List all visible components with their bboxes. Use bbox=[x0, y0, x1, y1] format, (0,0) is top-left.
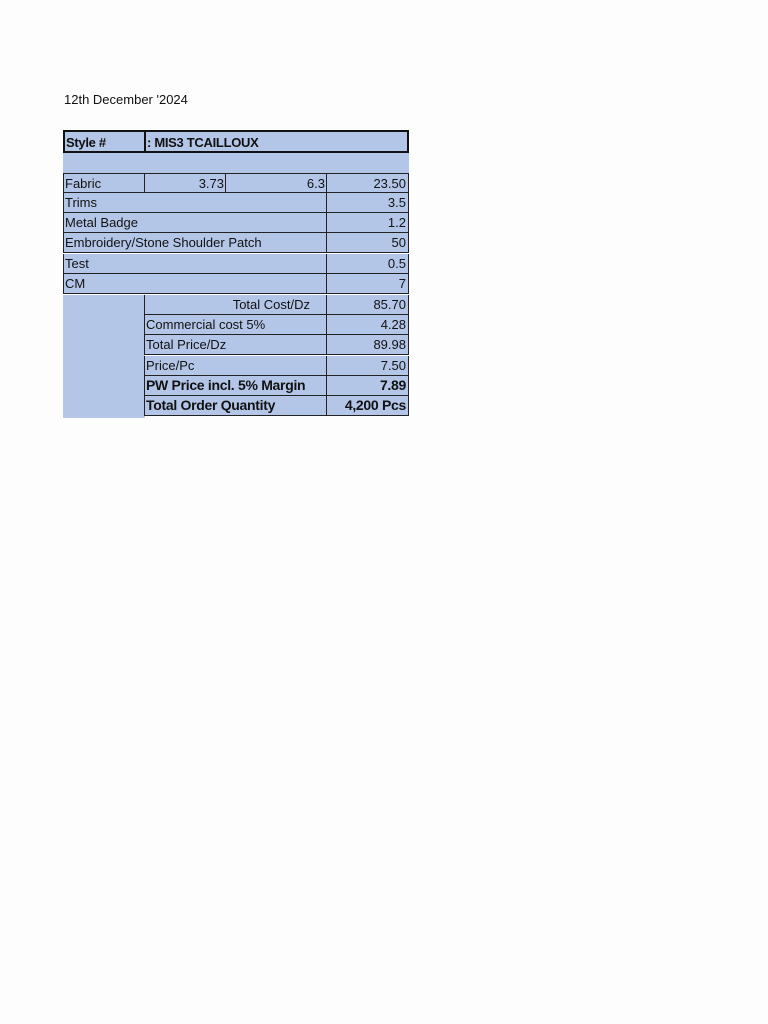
total-order-quantity-row bbox=[63, 396, 409, 416]
cost-item-row bbox=[63, 274, 409, 294]
total-price-label-cell[interactable]: Total Price/Dz bbox=[144, 335, 327, 355]
blank-spacer-row bbox=[63, 153, 409, 173]
total-price-row bbox=[63, 335, 409, 355]
cost-item-row bbox=[63, 193, 409, 213]
style-row bbox=[63, 130, 409, 150]
fabric-consumption-cell[interactable]: 3.73 bbox=[144, 173, 226, 193]
total-cost-row bbox=[63, 295, 409, 315]
pw-price-row bbox=[63, 376, 409, 396]
cost-item-value-cell[interactable]: 0.5 bbox=[326, 254, 409, 274]
fabric-amount-cell[interactable]: 23.50 bbox=[326, 173, 409, 193]
commercial-cost-label-cell[interactable]: Commercial cost 5% bbox=[144, 315, 327, 335]
cost-item-label-cell[interactable]: Metal Badge bbox=[63, 213, 327, 233]
pw-price-label-cell[interactable]: PW Price incl. 5% Margin bbox=[144, 376, 327, 396]
cost-item-label-cell[interactable]: Embroidery/Stone Shoulder Patch bbox=[63, 233, 327, 253]
fabric-row bbox=[63, 173, 409, 193]
style-value-cell[interactable]: : MIS3 TCAILLOUX bbox=[144, 130, 409, 153]
cost-item-label-cell[interactable]: CM bbox=[63, 274, 327, 294]
total-price-value-cell[interactable]: 89.98 bbox=[326, 335, 409, 355]
pw-price-value-cell[interactable]: 7.89 bbox=[326, 376, 409, 396]
date-label: 12th December '2024 bbox=[64, 92, 188, 107]
price-per-piece-value-cell[interactable]: 7.50 bbox=[326, 356, 409, 376]
style-label-cell[interactable]: Style # bbox=[63, 130, 145, 153]
cost-item-label-cell[interactable]: Test bbox=[63, 254, 327, 274]
commercial-cost-value-cell[interactable]: 4.28 bbox=[326, 315, 409, 335]
cost-item-row bbox=[63, 213, 409, 233]
fabric-rate-cell[interactable]: 6.3 bbox=[225, 173, 327, 193]
total-order-quantity-label-cell[interactable]: Total Order Quantity bbox=[144, 396, 327, 416]
cost-item-row bbox=[63, 233, 409, 253]
total-cost-label-cell[interactable]: Total Cost/Dz bbox=[144, 295, 327, 315]
total-order-quantity-value-cell[interactable]: 4,200 Pcs bbox=[326, 396, 409, 416]
total-cost-value-cell[interactable]: 85.70 bbox=[326, 295, 409, 315]
price-per-piece-label-cell[interactable]: Price/Pc bbox=[144, 356, 327, 376]
cost-item-value-cell[interactable]: 7 bbox=[326, 274, 409, 294]
cost-item-value-cell[interactable]: 3.5 bbox=[326, 193, 409, 213]
fabric-label-cell[interactable]: Fabric bbox=[63, 173, 145, 193]
cost-item-label-cell[interactable]: Trims bbox=[63, 193, 327, 213]
cost-item-value-cell[interactable]: 1.2 bbox=[326, 213, 409, 233]
cost-item-value-cell[interactable]: 50 bbox=[326, 233, 409, 253]
commercial-cost-row bbox=[63, 315, 409, 335]
price-per-piece-row bbox=[63, 356, 409, 376]
cost-item-row bbox=[63, 254, 409, 274]
